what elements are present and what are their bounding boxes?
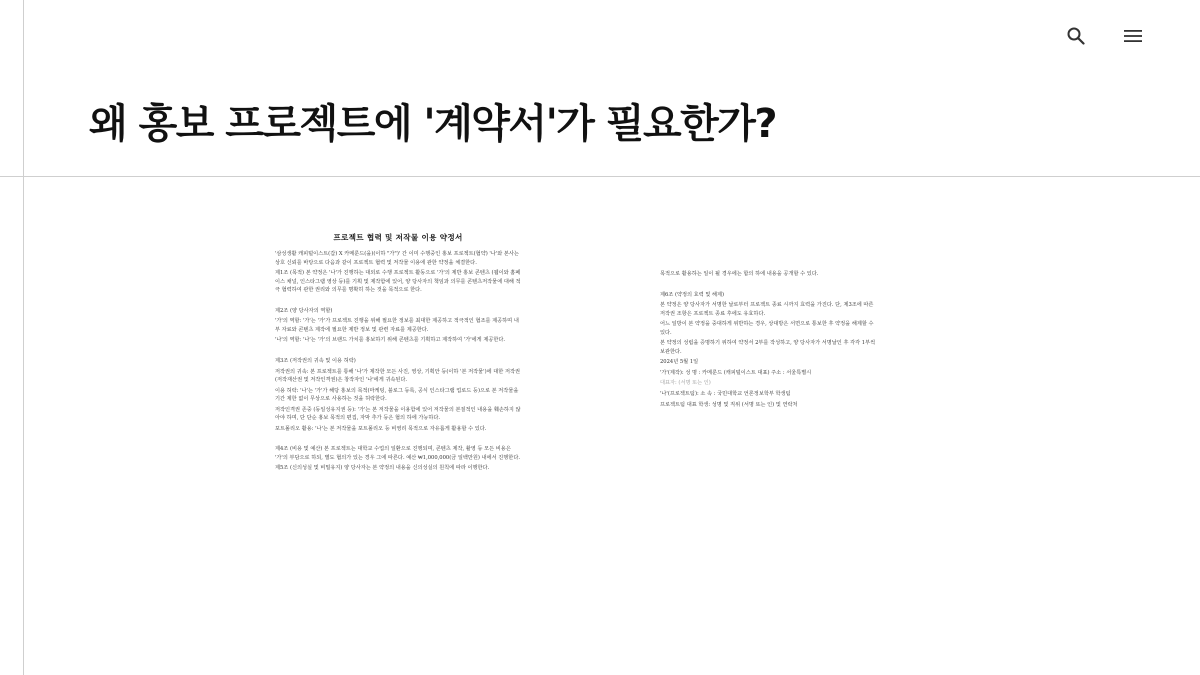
left-vertical-rule — [23, 0, 24, 675]
document-paragraph: 저작인격권 존중 (동일성유지권 등): '가'는 본 저작물을 이용함에 있어 저작물의 본질적인 내용을 훼손하지 않아야 하며, 단 단순 홍보 목적의 편집, 자막 추가 등은 협의 하에 가능하다. — [275, 406, 521, 421]
document-paragraph: '나'(프로젝트팀): 소 속 : 국민대학교 언론정보학부 학생팀 — [660, 390, 791, 397]
document-paragraph: 제3조 (저작권의 귀속 및 이용 허락) — [275, 358, 356, 364]
header-divider — [0, 176, 1200, 177]
hamburger-menu-icon[interactable] — [1121, 24, 1145, 48]
contract-document-page-left — [275, 226, 521, 475]
document-paragraph: 제2조 (양 당사자의 역할) — [275, 307, 333, 314]
paragraph-gap — [275, 297, 521, 307]
document-paragraph: 본 약정은 양 당사자가 서명한 날로부터 프로젝트 종료 시까지 효력을 가진다. 단, 제3조에 따른 저작권 조항은 프로젝트 종료 후에도 유효하다. — [660, 302, 874, 317]
paragraph-gap — [275, 347, 521, 357]
document-paragraph: 어느 일방이 본 약정을 중대하게 위반하는 경우, 상대방은 서면으로 통보한 후 약정을 해제할 수 있다. — [660, 321, 874, 336]
document-paragraph: 포트폴리오 활용: '나'는 본 저작물을 포트폴리오 등 비영리 목적으로 자유롭게 활용할 수 있다. — [275, 425, 487, 432]
document-paragraph: 제1조 (목적) 본 약정은 '나'가 진행하는 대외로 수행 프로젝트 활동으로 '가'의 제반 홍보 콘텐츠 (웹이와 홈페이스 채널, 인스타그램 영상 등)를 기획 및 제작함에 있어, 양 당사자의 책임과 의무를 콘텐츠저작물에 대해 적극 협력하여 관한 권리와 의무를 명확히 하는 것을 목적으로 한다. — [275, 270, 521, 294]
document-paragraph: 저작권의 귀속: 본 프로젝트를 통해 '나'가 제작한 모든 사진, 영상, 기획안 등(이하 '본 저작물')에 대한 저작권(저작재산권 및 저작인격권)은 창작자인 '나'에게 귀속된다. — [275, 368, 520, 383]
document-body-right — [660, 270, 878, 409]
document-paragraph: 이용 허락: '나'는 '가'가 해당 홍보의 목적(마케팅, 블로그 등록, 공식 인스타그램 업로드 등)으로 본 저작물을 기간 제한 없이 무상으로 사용하는 것을 허락한다. — [275, 387, 519, 402]
top-toolbar — [1064, 24, 1145, 48]
document-title: 프로젝트 협력 및 저작물 이용 약정서 — [333, 233, 463, 242]
document-paragraph: 본 약정의 성립을 증명하기 위하여 약정서 2부를 작성하고, 양 당사자가 서명날인 후 각각 1부씩 보관한다. — [660, 340, 876, 355]
document-paragraph: '나'의 역할: '나'는 '가'의 브랜드 가치를 홍보하기 위해 콘텐츠를 기획하고 제작하여 '가'에게 제공한다. — [275, 337, 506, 344]
document-paragraph: '삼성생활 캐피털이스트(갑) X 카메룬드(을)(이하 "가")' 간 이미 수행중인 홍보 프로젝트(협약) '나'와 본사는 상호 신뢰를 바탕으로 다음과 같이 프로젝트 협력 및 저작물 이용에 관한 약정을 체결한다. — [275, 251, 519, 266]
document-paragraph: 제5조 (신의성실 및 비밀유지) 양 당사자는 본 약정의 내용을 신의성실의 원칙에 따라 이행한다. — [275, 465, 490, 472]
document-paragraph: 목적으로 활용하는 일이 될 경우에는 합의 하에 내용을 공개할 수 있다. — [660, 271, 819, 277]
paragraph-gap — [275, 435, 521, 445]
document-paragraph: 2024년 5월 1일 — [660, 359, 699, 366]
document-paragraph: 프로젝트팀 대표 학생: 성명 및 직위 (서명 또는 인) 및 연락처 — [660, 401, 798, 408]
document-paragraph: 대표자: (서명 또는 인) — [660, 380, 711, 387]
page-title: 왜 홍보 프로젝트에 '계약서'가 필요한가? — [89, 101, 777, 147]
document-paragraph: '가'(제작): 성 명 : 카메룬드 (캐피털이스트 대표) 주소 : 서울특별시 — [660, 369, 812, 376]
contract-document-page-right — [660, 270, 878, 411]
document-paragraph: 제6조 (약정의 효력 및 해제) — [660, 291, 725, 298]
document-paragraph: 제4조 (비용 및 예산) 본 프로젝트는 대학교 수업의 일환으로 진행되며, 콘텐츠 제작, 촬영 등 모든 비용은 '가'의 부담으로 하되, 별도 협의가 있는 경우 그에 따른다. 예산 ₩1,000,000(금 일백만원) 내에서 진행한다. — [275, 446, 520, 461]
paragraph-gap — [660, 281, 878, 291]
search-icon[interactable] — [1064, 24, 1088, 48]
document-paragraph: '가'의 역할: '가'는 '가'가 프로젝트 진행을 위해 필요한 정보를 최대한 제공하고 적극적인 협조를 제공하며 내부 자료와 콘텐츠 제작에 필요한 제반 정보 및 관련 자료를 제공한다. — [275, 318, 519, 333]
document-body-left — [275, 250, 521, 472]
